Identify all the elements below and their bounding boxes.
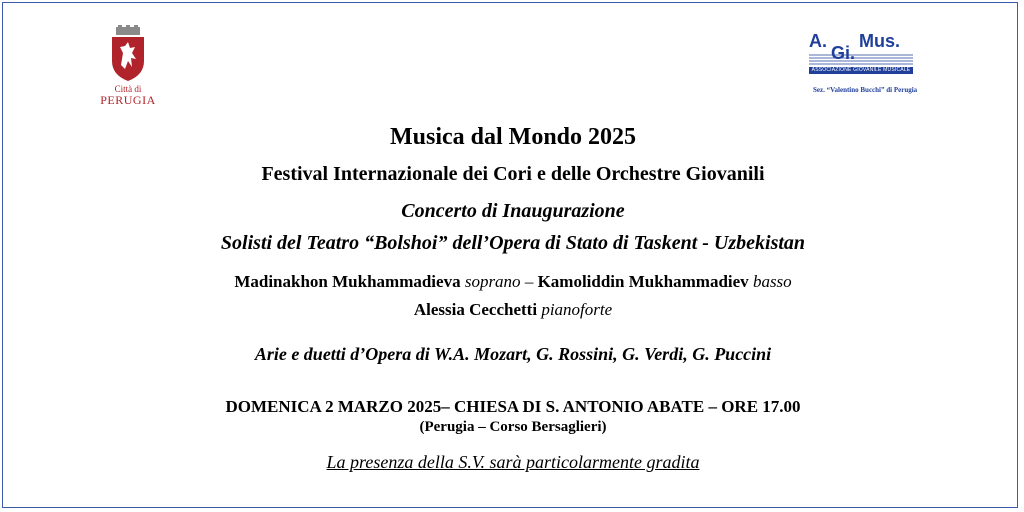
performers-line-2 (3, 300, 1023, 320)
performer-separator: – (520, 272, 538, 291)
soloists-line: Solisti del Teatro “Bolshoi” dell’Opera di Stato di Taskent - Uzbekistan (220, 232, 806, 254)
program-line: Arie e duetti d’Opera di W.A. Mozart, G. Rossini, G. Verdi, G. Puccini (254, 344, 772, 364)
performer-3-role: pianoforte (541, 300, 613, 319)
date-venue-line: DOMENICA 2 MARZO 2025– CHIESA DI S. ANTONIO ABATE – ORE 17.00 (225, 397, 801, 416)
event-title: Musica dal Mondo 2025 (389, 124, 637, 150)
invitation-note: La presenza della S.V. sarà particolarmente gradita (326, 452, 700, 472)
agimus-gi: Gi. (831, 43, 856, 63)
city-name: PERUGIA (100, 93, 156, 107)
perugia-logo (95, 25, 161, 109)
performer-1-name: Madinakhon Mukhammadieva (234, 272, 461, 291)
performer-2-name: Kamoliddin Mukhammadiev (537, 272, 749, 291)
city-label: Città di (114, 84, 142, 94)
agimus-band: ASSOCIAZIONE GIOVANILE MUSICALE (809, 67, 913, 74)
agimus-logo (803, 31, 923, 101)
invitation-card (2, 2, 1018, 508)
performer-2-role: basso (752, 272, 792, 291)
location-line: (Perugia – Corso Bersaglieri) (419, 419, 607, 435)
agimus-a: A. (809, 31, 827, 51)
perugia-coat-of-arms-icon (108, 25, 148, 83)
performer-1-role: soprano (464, 272, 521, 291)
agimus-mus: Mus. (859, 31, 901, 51)
music-staff-icon (809, 53, 913, 67)
agimus-section: Sez. “Valentino Bucchi” di Perugia (813, 86, 918, 94)
performer-3-name: Alessia Cecchetti (413, 300, 538, 319)
concert-name: Concerto di Inaugurazione (401, 200, 625, 222)
performers-line-1 (3, 272, 1023, 292)
event-subtitle: Festival Internazionale dei Cori e delle Orchestre Giovanili (261, 163, 765, 185)
